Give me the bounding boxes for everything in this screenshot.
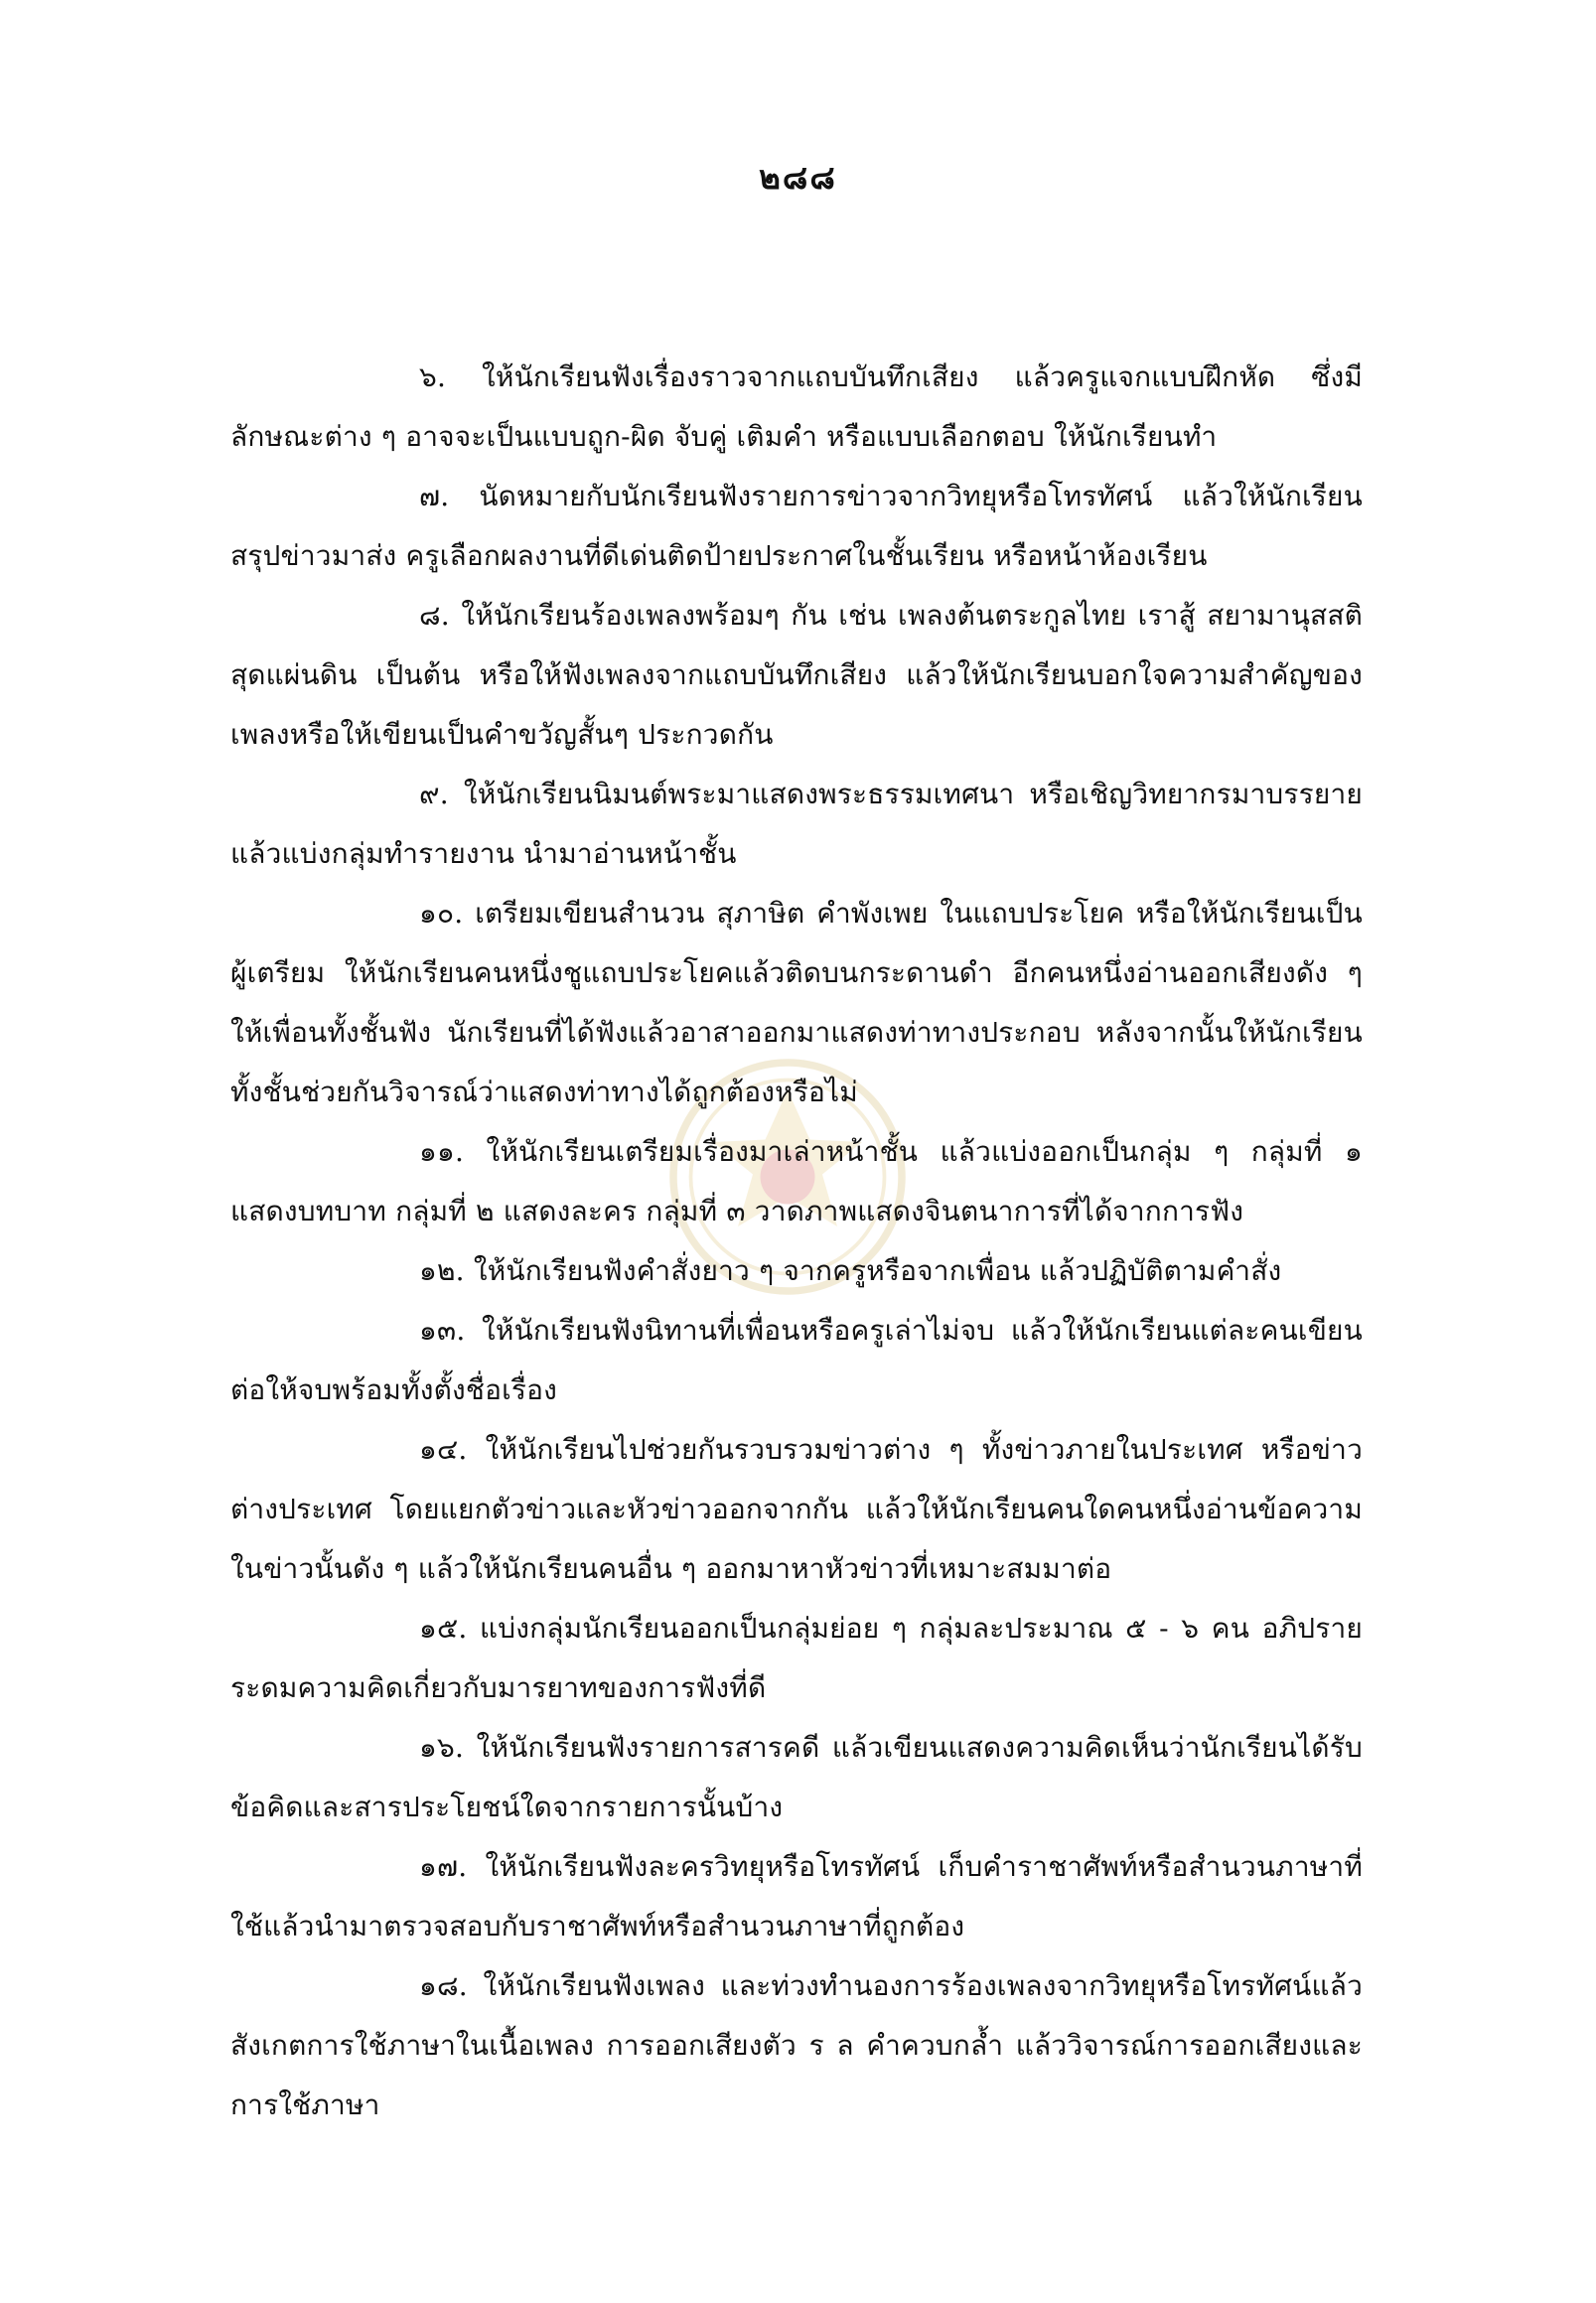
list-item: ๑๔. ให้นักเรียนไปช่วยกันรวบรวมข่าวต่าง ๆ ทั้งข่าวภายในประเทศ หรือข่าวต่างประเทศ โดยแยกตัวข่าวและหัวข่าวออกจากกัน แล้วให้นักเรียนคนใดคนหนึ่งอ่านข้อความในข่าวนั้นดัง ๆ แล้วให้นักเรียนคนอื่น ๆ ออกมาหาหัวข่าวที่เหมาะสมมาต่อ — [230, 1433, 1363, 1585]
list-item: ๑๗. ให้นักเรียนฟังละครวิทยุหรือโทรทัศน์ เก็บคำราชาศัพท์หรือสำนวนภาษาที่ใช้แล้วนำมาตรวจสอบกับราชาศัพท์หรือสำนวนภาษาที่ถูกต้อง — [230, 1850, 1363, 1943]
list-item: ๑๓. ให้นักเรียนฟังนิทานที่เพื่อนหรือครูเล่าไม่จบ แล้วให้นักเรียนแต่ละคนเขียนต่อให้จบพร้อมทั้งตั้งชื่อเรื่อง — [230, 1314, 1363, 1406]
document-body — [230, 348, 1363, 2135]
list-item: ๑๕. แบ่งกลุ่มนักเรียนออกเป็นกลุ่มย่อย ๆ กลุ่มละประมาณ ๕ - ๖ คน อภิปรายระดมความคิดเกี่ยวกับมารยาทของการฟังที่ดี — [230, 1612, 1363, 1704]
page-number: ๒๘๘ — [759, 158, 837, 197]
list-item: ๘. ให้นักเรียนร้องเพลงพร้อมๆ กัน เช่น เพลงต้นตระกูลไทย เราสู้ สยามานุสสติ สุดแผ่นดิน เป็นต้น หรือให้ฟังเพลงจากแถบบันทึกเสียง แล้วให้นักเรียนบอกใจความสำคัญของเพลงหรือให้เขียนเป็นคำขวัญสั้นๆ ประกวดกัน — [230, 599, 1363, 751]
list-item: ๑๘. ให้นักเรียนฟังเพลง และท่วงทำนองการร้องเพลงจากวิทยุหรือโทรทัศน์แล้วสังเกตการใช้ภาษาในเนื้อเพลง การออกเสียงตัว ร ล คำควบกล้ำ แล้ววิจารณ์การออกเสียงและการใช้ภาษา — [230, 1969, 1363, 2121]
list-item: ๑๖. ให้นักเรียนฟังรายการสารคดี แล้วเขียนแสดงความคิดเห็นว่านักเรียนได้รับข้อคิดและสารประโยชน์ใดจากรายการนั้นบ้าง — [230, 1731, 1363, 1823]
list-item: ๑๒. ให้นักเรียนฟังคำสั่งยาว ๆ จากครูหรือจากเพื่อน แล้วปฏิบัติตามคำสั่ง — [419, 1254, 1282, 1287]
list-item: ๑๑. ให้นักเรียนเตรียมเรื่องมาเล่าหน้าชั้น แล้วแบ่งออกเป็นกลุ่ม ๆ กลุ่มที่ ๑ แสดงบทบาท กลุ่มที่ ๒ แสดงละคร กลุ่มที่ ๓ วาดภาพแสดงจินตนาการที่ได้จากการฟัง — [230, 1135, 1363, 1227]
list-item: ๙. ให้นักเรียนนิมนต์พระมาแสดงพระธรรมเทศนา หรือเชิญวิทยากรมาบรรยาย แล้วแบ่งกลุ่มทำรายงาน นำมาอ่านหน้าชั้น — [230, 778, 1363, 870]
list-item: ๗. นัดหมายกับนักเรียนฟังรายการข่าวจากวิทยุหรือโทรทัศน์ แล้วให้นักเรียนสรุปข่าวมาส่ง ครูเลือกผลงานที่ดีเด่นติดป้ายประกาศในชั้นเรียน หรือหน้าห้องเรียน — [230, 480, 1363, 572]
list-item: ๖. ให้นักเรียนฟังเรื่องราวจากแถบบันทึกเสียง แล้วครูแจกแบบฝึกหัด ซึ่งมีลักษณะต่าง ๆ อาจจะเป็นแบบถูก-ผิด จับคู่ เติมคำ หรือแบบเลือกตอบ ให้นักเรียนทำ — [230, 360, 1363, 453]
list-item: ๑๐. เตรียมเขียนสำนวน สุภาษิต คำพังเพย ในแถบประโยค หรือให้นักเรียนเป็นผู้เตรียม ให้นักเรียนคนหนึ่งชูแถบประโยคแล้วติดบนกระดานดำ อีกคนหนึ่งอ่านออกเสียงดัง ๆ ให้เพื่อนทั้งชั้นฟัง นักเรียนที่ได้ฟังแล้วอาสาออกมาแสดงท่าทางประกอบ หลังจากนั้นให้นักเรียนทั้งชั้นช่วยกันวิจารณ์ว่าแสดงท่าทางได้ถูกต้องหรือไม่ — [230, 897, 1363, 1108]
